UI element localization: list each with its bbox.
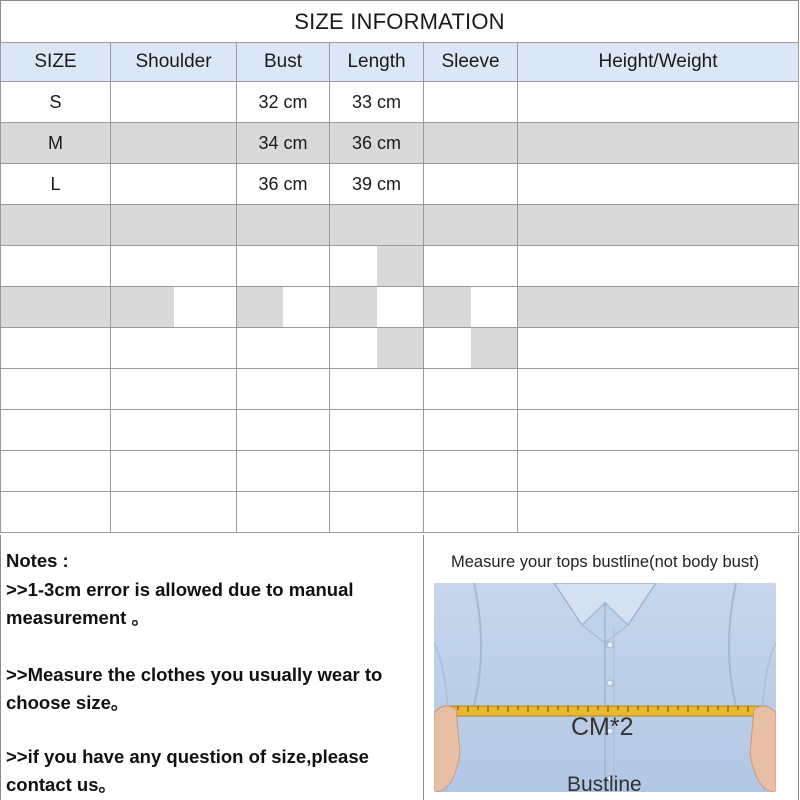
empty-cell xyxy=(518,205,799,246)
empty-cell xyxy=(424,287,518,328)
table-row xyxy=(1,369,799,410)
empty-cell xyxy=(330,492,424,533)
empty-cell xyxy=(237,287,330,328)
table-row xyxy=(1,82,799,123)
size-table xyxy=(0,42,799,533)
height-weight-cell xyxy=(518,164,799,205)
header-bust: Bust xyxy=(237,43,330,82)
empty-cell xyxy=(518,246,799,287)
shoulder-cell xyxy=(111,164,237,205)
empty-cell xyxy=(330,410,424,451)
empty-cell xyxy=(518,287,799,328)
length-cell: 33 cm xyxy=(330,82,424,123)
notes-and-measure-section xyxy=(0,535,799,800)
shoulder-cell xyxy=(111,123,237,164)
empty-cell xyxy=(424,205,518,246)
note-item: >>if you have any question of size,please contact us。 xyxy=(6,746,369,795)
empty-cell xyxy=(1,369,111,410)
table-row xyxy=(1,492,799,533)
empty-cell xyxy=(424,492,518,533)
empty-cell xyxy=(518,328,799,369)
size-cell: M xyxy=(1,123,111,164)
empty-cell xyxy=(111,328,237,369)
empty-cell xyxy=(237,451,330,492)
length-cell: 36 cm xyxy=(330,123,424,164)
empty-cell xyxy=(1,246,111,287)
empty-cell xyxy=(111,369,237,410)
empty-cell xyxy=(111,287,237,328)
note-item: >>1-3cm error is allowed due to manual measurement 。 xyxy=(6,579,354,628)
empty-cell xyxy=(330,369,424,410)
empty-cell xyxy=(518,369,799,410)
empty-cell xyxy=(237,369,330,410)
empty-cell xyxy=(237,205,330,246)
empty-cell xyxy=(330,205,424,246)
sleeve-cell xyxy=(424,164,518,205)
empty-cell xyxy=(424,451,518,492)
bust-cell: 36 cm xyxy=(237,164,330,205)
empty-cell xyxy=(424,369,518,410)
table-row xyxy=(1,205,799,246)
cm-label: CM*2 xyxy=(571,713,634,741)
header-sleeve: Sleeve xyxy=(424,43,518,82)
table-row xyxy=(1,164,799,205)
page-title xyxy=(0,0,799,43)
table-row xyxy=(1,123,799,164)
empty-cell xyxy=(111,410,237,451)
empty-cell xyxy=(330,328,424,369)
empty-cell xyxy=(111,205,237,246)
length-cell: 39 cm xyxy=(330,164,424,205)
table-row xyxy=(1,451,799,492)
empty-cell xyxy=(424,410,518,451)
empty-cell xyxy=(237,246,330,287)
header-size: SIZE xyxy=(1,43,111,82)
header-length: Length xyxy=(330,43,424,82)
note-item: >>Measure the clothes you usually wear to choose size。 xyxy=(6,664,383,713)
empty-cell xyxy=(1,205,111,246)
notes-title: Notes : xyxy=(6,550,69,571)
measure-panel xyxy=(424,535,798,800)
notes-panel xyxy=(1,535,424,800)
sleeve-cell xyxy=(424,123,518,164)
size-cell: L xyxy=(1,164,111,205)
empty-cell xyxy=(330,246,424,287)
empty-cell xyxy=(330,287,424,328)
header-shoulder: Shoulder xyxy=(111,43,237,82)
empty-cell xyxy=(330,451,424,492)
table-row xyxy=(1,246,799,287)
bust-cell: 32 cm xyxy=(237,82,330,123)
measure-caption: Measure your tops bustline(not body bust) xyxy=(451,553,760,571)
empty-cell xyxy=(518,410,799,451)
empty-cell xyxy=(424,328,518,369)
empty-cell xyxy=(237,410,330,451)
empty-cell xyxy=(111,492,237,533)
table-header-row xyxy=(1,43,799,82)
empty-cell xyxy=(1,451,111,492)
empty-cell xyxy=(1,492,111,533)
empty-cell xyxy=(111,451,237,492)
title-text: SIZE INFORMATION xyxy=(294,9,505,34)
shirt-icon xyxy=(434,583,776,792)
bust-cell: 34 cm xyxy=(237,123,330,164)
height-weight-cell xyxy=(518,82,799,123)
empty-cell xyxy=(237,492,330,533)
table-row xyxy=(1,328,799,369)
header-height-weight: Height/Weight xyxy=(518,43,799,82)
table-row xyxy=(1,410,799,451)
table-row xyxy=(1,287,799,328)
empty-cell xyxy=(237,328,330,369)
empty-cell xyxy=(1,287,111,328)
shirt-illustration xyxy=(434,583,776,792)
empty-cell xyxy=(424,246,518,287)
size-cell: S xyxy=(1,82,111,123)
empty-cell xyxy=(518,451,799,492)
height-weight-cell xyxy=(518,123,799,164)
empty-cell xyxy=(1,410,111,451)
bustline-label: Bustline xyxy=(567,773,642,792)
sleeve-cell xyxy=(424,82,518,123)
shoulder-cell xyxy=(111,82,237,123)
empty-cell xyxy=(1,328,111,369)
empty-cell xyxy=(518,492,799,533)
empty-cell xyxy=(111,246,237,287)
